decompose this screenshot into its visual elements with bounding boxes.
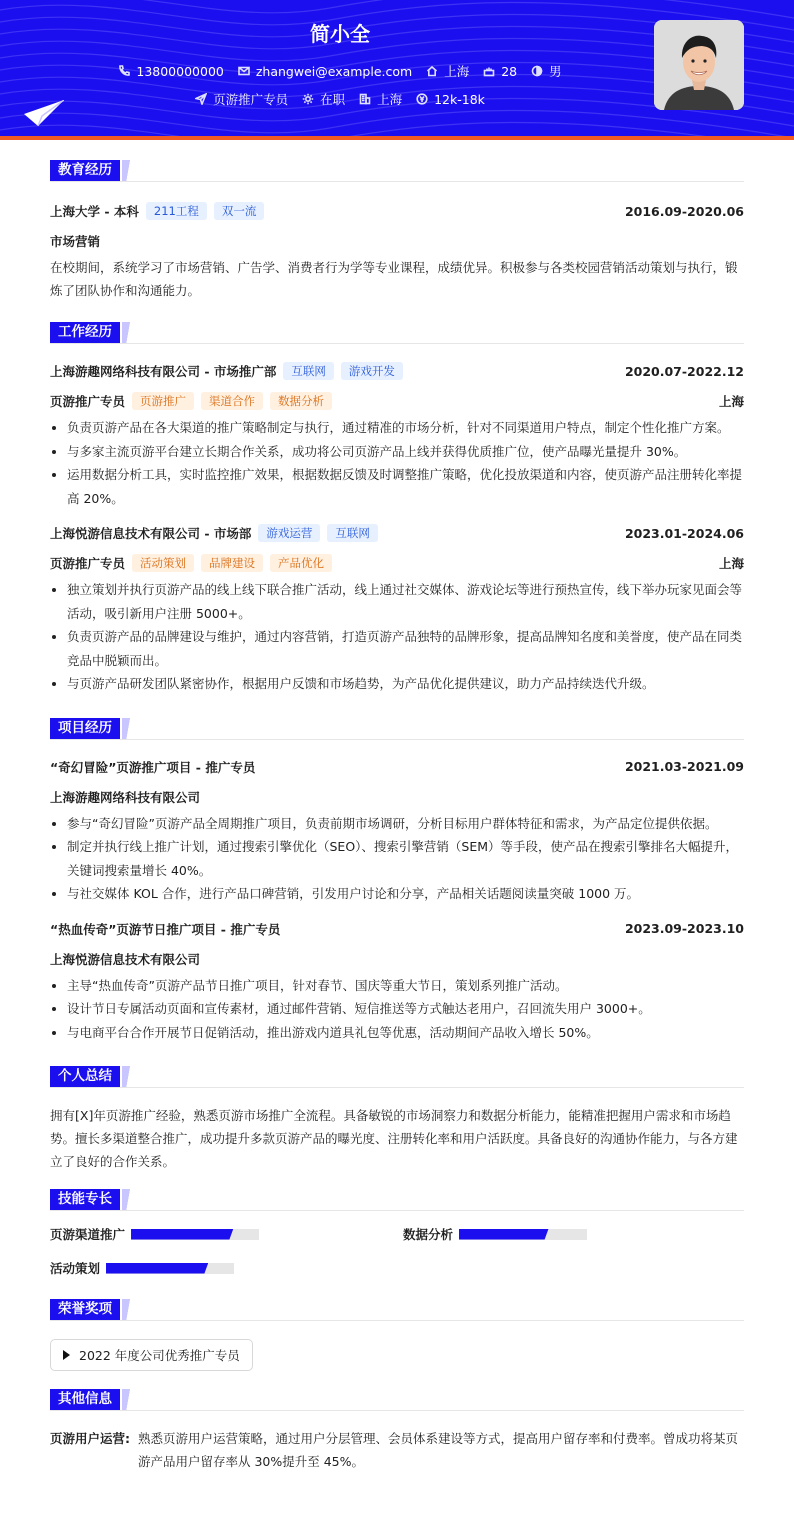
target-city-item: 上海	[359, 90, 402, 108]
list-item: 负责页游产品的品牌建设与维护，通过内容营销，打造页游产品独特的品牌形象，提高品牌知名度和美誉度，使产品在同类竞品中脱颖而出。	[50, 625, 744, 672]
school-name: 上海大学 - 本科	[50, 204, 139, 219]
phone-item: 13800000000	[118, 64, 223, 79]
skill-item	[50, 1225, 259, 1243]
list-item: 与电商平台合作开展节日促销活动，推出游戏内道具礼包等优惠，活动期间产品收入增长 50%。	[50, 1021, 744, 1045]
gender-icon	[531, 65, 543, 77]
candidate-name: 简小全	[310, 22, 370, 46]
other-info-text: 熟悉页游用户运营策略，通过用户分层管理、会员体系建设等方式，提高用户留存率和付费率。曾成功将某页游产品用户留存率从 30%提升至 45%。	[138, 1431, 739, 1469]
project-company: 上海悦游信息技术有限公司	[50, 951, 201, 967]
contact-row	[0, 62, 680, 80]
email-item: zhangwei@example.com	[238, 64, 412, 79]
section-title: 技能专长	[50, 1189, 120, 1210]
work-item	[50, 524, 744, 696]
skill-tag: 品牌建设	[201, 554, 263, 572]
salary-icon	[416, 93, 428, 105]
skill-name: 活动策划	[50, 1261, 101, 1276]
mail-icon	[238, 65, 250, 77]
tag: 双一流	[214, 202, 265, 220]
education-description: 在校期间，系统学习了市场营销、广告学、消费者行为学等专业课程，成绩优异。积极参与各类校园营销活动策划与执行，锻炼了团队协作和沟通能力。	[50, 260, 738, 298]
section-title-tail	[122, 322, 136, 343]
phone-icon	[118, 65, 130, 77]
section-title: 教育经历	[50, 160, 120, 181]
project-name: “奇幻冒险”页游推广项目 - 推广专员	[50, 759, 256, 775]
bullet-list	[50, 416, 744, 510]
send-icon	[195, 93, 207, 105]
tag: 互联网	[283, 362, 334, 380]
skill-bar	[459, 1229, 587, 1240]
divider	[50, 1410, 744, 1411]
other-info-row	[50, 1427, 744, 1473]
divider	[50, 1087, 744, 1088]
city-item: 上海	[426, 62, 469, 80]
summary-text: 拥有[X]年页游推广经验，熟悉页游市场推广全流程。具备敏锐的市场洞察力和数据分析能力，能精准把握用户需求和市场趋势。擅长多渠道整合推广，成功提升多款页游产品的曝光度、注册转化率和用户活跃度。具备良好的沟通协作能力，与各方建立了良好的合作关系。	[50, 1108, 738, 1169]
section-title-tail	[122, 1299, 136, 1320]
awards-section-header	[50, 1299, 744, 1323]
section-title-tail	[122, 1189, 136, 1210]
tag: 游戏开发	[341, 362, 403, 380]
list-item: 运用数据分析工具，实时监控推广效果，根据数据反馈及时调整推广策略，优化投放渠道和内容，使页游产品注册转化率提高 20%。	[50, 463, 744, 510]
company-name: 上海游趣网络科技有限公司 - 市场推广部	[50, 364, 277, 379]
project-row	[50, 920, 744, 938]
project-date: 2021.03-2021.09	[624, 759, 744, 774]
section-title: 荣誉奖项	[50, 1299, 120, 1320]
work-date: 2020.07-2022.12	[624, 363, 744, 379]
major: 市场营销	[50, 234, 101, 249]
skill-tag: 活动策划	[132, 554, 194, 572]
age-icon	[483, 65, 495, 77]
projects-section-header	[50, 718, 744, 742]
project-company: 上海游趣网络科技有限公司	[50, 789, 201, 805]
work-section-header	[50, 322, 744, 346]
list-item: 与多家主流页游平台建立长期合作关系，成功将公司页游产品上线并获得优质推广位，使产品曝光量提升 30%。	[50, 440, 744, 464]
education-date: 2016.09-2020.06	[624, 203, 744, 219]
skill-name: 页游渠道推广	[50, 1227, 126, 1242]
section-title-tail	[122, 718, 136, 739]
list-item: 负责页游产品在各大渠道的推广策略制定与执行，通过精准的市场分析，针对不同渠道用户特点，制定个性化推广方案。	[50, 416, 744, 440]
portrait-image	[654, 20, 744, 110]
status-item: 在职	[302, 90, 345, 108]
bullet-list	[50, 974, 744, 1045]
section-title: 个人总结	[50, 1066, 120, 1087]
section-title-tail	[122, 160, 136, 181]
job-intent-row	[0, 90, 680, 108]
work-date: 2023.01-2024.06	[624, 525, 744, 541]
avatar	[654, 20, 744, 110]
salary-item: 12k-18k	[416, 92, 485, 107]
divider	[50, 739, 744, 740]
section-title-tail	[122, 1389, 136, 1410]
other-section-header	[50, 1389, 744, 1413]
divider	[50, 181, 744, 182]
building-icon	[359, 93, 371, 105]
work-company-row	[50, 524, 744, 542]
divider	[50, 343, 744, 344]
skill-bar-fill	[106, 1263, 208, 1274]
skill-tag: 数据分析	[270, 392, 332, 410]
project-name: “热血传奇”页游节日推广项目 - 推广专员	[50, 921, 281, 937]
tag: 游戏运营	[258, 524, 320, 542]
skill-bar-fill	[459, 1229, 549, 1240]
gender-item: 男	[531, 62, 562, 80]
work-item	[50, 362, 744, 510]
bullet-list	[50, 578, 744, 696]
skill-bar	[106, 1263, 234, 1274]
work-company-row	[50, 362, 744, 380]
bullet-list	[50, 812, 744, 906]
skill-bar-fill	[131, 1229, 233, 1240]
award-list	[50, 1339, 744, 1371]
paper-plane-logo	[24, 100, 64, 126]
role: 页游推广专员	[50, 556, 126, 571]
list-item: 制定并执行线上推广计划，通过搜索引擎优化（SEO）、搜索引擎营销（SEM）等手段，使产品在搜索引擎排名大幅提升，关键词搜索量增长 40%。	[50, 835, 744, 882]
work-role-row	[50, 554, 744, 572]
education-row	[50, 202, 744, 220]
list-item: 设计节日专属活动页面和宣传素材，通过邮件营销、短信推送等方式触达老用户，召回流失用户 3000+。	[50, 997, 744, 1021]
skill-item	[50, 1259, 234, 1277]
skills-grid	[50, 1225, 744, 1295]
company-name: 上海悦游信息技术有限公司 - 市场部	[50, 526, 252, 541]
status-icon	[302, 93, 314, 105]
divider	[50, 1210, 744, 1211]
home-icon	[426, 65, 438, 77]
skill-bar	[131, 1229, 259, 1240]
work-city: 上海	[718, 556, 744, 571]
other-info-label: 页游用户运营:	[50, 1431, 130, 1446]
section-title: 工作经历	[50, 322, 120, 343]
work-role-row	[50, 392, 744, 410]
list-item: 主导“热血传奇”页游产品节日推广项目，针对春节、国庆等重大节日，策划系列推广活动。	[50, 974, 744, 998]
project-item	[50, 758, 744, 906]
list-item: 参与“奇幻冒险”页游产品全周期推广项目，负责前期市场调研，分析目标用户群体特征和需求，为产品定位提供依据。	[50, 812, 744, 836]
award-item[interactable]	[50, 1339, 253, 1371]
skill-item	[403, 1225, 587, 1243]
job-item: 页游推广专员	[195, 90, 288, 108]
section-title-tail	[122, 1066, 136, 1087]
role: 页游推广专员	[50, 394, 126, 409]
age-item: 28	[483, 64, 517, 79]
list-item: 与社交媒体 KOL 合作，进行产品口碑营销，引发用户讨论和分享，产品相关话题阅读量突破 1000 万。	[50, 882, 744, 906]
project-date: 2023.09-2023.10	[624, 921, 744, 936]
award-label: 2022 年度公司优秀推广专员	[79, 1348, 240, 1363]
section-title: 其他信息	[50, 1389, 120, 1410]
work-city: 上海	[718, 394, 744, 409]
project-row	[50, 758, 744, 776]
education-section-header	[50, 160, 744, 184]
skill-tag: 渠道合作	[201, 392, 263, 410]
resume-body	[0, 160, 794, 1473]
skill-tag: 产品优化	[270, 554, 332, 572]
section-title: 项目经历	[50, 718, 120, 739]
list-item: 与页游产品研发团队紧密协作，根据用户反馈和市场趋势，为产品优化提供建议，助力产品持续迭代升级。	[50, 672, 744, 696]
divider	[50, 1320, 744, 1321]
tag: 互联网	[327, 524, 378, 542]
resume-header	[0, 0, 794, 140]
header-accent-bar	[0, 136, 794, 140]
summary-section-header	[50, 1066, 744, 1090]
tag: 211工程	[146, 202, 207, 220]
skill-name: 数据分析	[403, 1227, 454, 1242]
play-triangle-icon	[63, 1350, 70, 1360]
list-item: 独立策划并执行页游产品的线上线下联合推广活动，线上通过社交媒体、游戏论坛等进行预热宣传，线下举办玩家见面会等活动，吸引新用户注册 5000+。	[50, 578, 744, 625]
skills-section-header	[50, 1189, 744, 1213]
skill-tag: 页游推广	[132, 392, 194, 410]
project-item	[50, 920, 744, 1045]
